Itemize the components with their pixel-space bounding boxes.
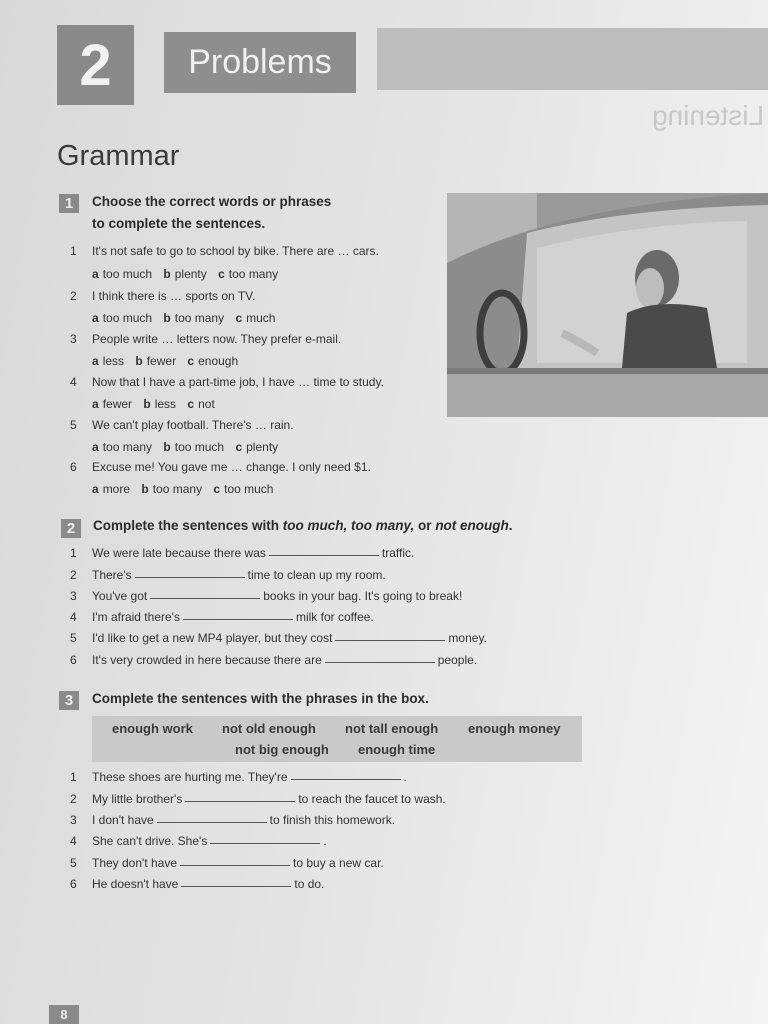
ex1-question [70,289,255,303]
answer-blank[interactable] [181,877,291,887]
question-after: to do. [294,877,325,891]
phrase-item: enough time [358,742,436,757]
option-letter: b [163,440,171,454]
question-text: I think there is … sports on TV. [92,289,256,303]
phrase-item: enough work [112,721,193,736]
option-letter: b [163,267,171,281]
question-after: milk for coffee. [295,610,374,624]
question-number: 3 [70,332,77,346]
option-text: plenty [174,267,207,281]
question-number: 1 [70,546,77,560]
question-after: to reach the faucet to wash. [298,792,446,806]
option-letter: b [163,311,171,325]
exercise-3-badge: 3 [59,691,79,710]
question-number: 5 [70,856,77,870]
question-number: 3 [70,813,77,827]
question-number: 4 [70,610,77,624]
option-letter: b [135,354,143,368]
question-number: 2 [70,568,77,582]
option-text: more [102,482,131,496]
question-before: You've got [92,589,148,603]
question-number: 6 [70,460,77,474]
option-text: too many [174,311,225,325]
ex1-options [92,397,223,411]
ex3-question [70,877,324,891]
phrase-item: not tall enough [345,721,439,736]
option-letter: a [92,440,99,454]
question-number: 6 [70,877,77,891]
ex3-question [70,856,384,870]
answer-blank[interactable] [325,653,435,663]
unit-number: 2 [57,25,134,105]
answer-blank[interactable] [180,856,290,866]
ex3-question [70,792,446,806]
answer-blank[interactable] [335,631,445,641]
option-text: plenty [246,440,279,454]
answer-blank[interactable] [150,589,260,599]
exercise-1-badge: 1 [59,194,79,213]
option-text: enough [198,354,239,368]
option-text: fewer [146,354,177,368]
option-text: not [198,397,215,411]
ex1-options [92,482,281,496]
ex2-question [70,568,386,582]
question-after: to buy a new car. [293,856,384,870]
question-number: 3 [70,589,77,603]
question-before: She can't drive. She's [92,834,208,848]
question-before: We were late because there was [92,546,266,560]
phrase-item: enough money [468,721,561,736]
question-before: I'm afraid there's [92,610,180,624]
ex1-question [70,418,294,432]
ex3-question [70,834,327,848]
option-letter: a [92,482,99,496]
ex2-question [70,653,477,667]
instruction-italic: not enough [435,518,509,533]
phrase-box [92,716,582,762]
question-number: 4 [70,834,77,848]
option-text: much [246,311,276,325]
question-before: He doesn't have [92,877,179,891]
exercise-2-badge: 2 [61,519,81,538]
option-text: fewer [102,397,133,411]
question-number: 1 [70,244,77,258]
option-text: too much [174,440,225,454]
ex2-question [70,631,487,645]
question-after: money. [448,631,487,645]
option-letter: c [187,397,195,411]
answer-blank[interactable] [210,834,320,844]
question-before: I'd like to get a new MP4 player, but they cost [92,631,333,645]
exercise-1-instruction-line1: Choose the correct words or phrases [92,194,332,209]
question-before: I don't have [92,813,154,827]
ex3-question [70,770,407,784]
option-letter: a [92,354,99,368]
question-before: My little brother's [92,792,183,806]
option-letter: c [213,482,221,496]
question-before: These shoes are hurting me. They're [92,770,288,784]
header-bar [377,28,768,90]
exercise-2-instruction [93,515,513,537]
ex1-question [70,460,371,474]
ex2-question [70,589,462,603]
option-letter: c [218,267,225,281]
phrase-item: not old enough [222,721,316,736]
exercise-3-instruction: Complete the sentences with the phrases in the box. [92,691,429,706]
question-text: Now that I have a part-time job, I have … time to study. [92,375,384,389]
question-number: 2 [70,792,77,806]
ex1-question [70,244,379,258]
unit-title: Problems [164,32,356,93]
ex1-options [92,311,283,325]
option-letter: c [235,440,243,454]
instruction-prefix: Complete the sentences with [93,518,283,533]
ex2-question [70,546,414,560]
instruction-mid: or [414,518,436,533]
question-text: People write … letters now. They prefer e-mail. [92,332,342,346]
option-letter: b [143,397,151,411]
option-text: less [102,354,125,368]
phrase-item: not big enough [235,742,329,757]
exercise-1-instruction [92,191,331,235]
ex1-options [92,354,246,368]
question-text: Excuse me! You gave me … change. I only need $1. [92,460,371,474]
question-number: 2 [70,289,77,303]
answer-blank[interactable] [157,813,267,823]
question-after: people. [437,653,478,667]
option-letter: a [92,397,99,411]
question-after: . [323,834,327,848]
option-letter: b [141,482,149,496]
question-after: to finish this homework. [269,813,396,827]
question-text: We can't play football. There's … rain. [92,418,294,432]
question-before: It's very crowded in here because there are [92,653,322,667]
ex1-question [70,375,384,389]
ex3-question [70,813,395,827]
option-text: too many [228,267,279,281]
option-letter: a [92,267,99,281]
answer-blank[interactable] [183,610,293,620]
question-after: traffic. [381,546,415,560]
question-after: time to clean up my room. [247,568,386,582]
option-letter: c [235,311,243,325]
answer-blank[interactable] [291,770,401,780]
option-text: less [154,397,177,411]
question-number: 5 [70,631,77,645]
ex1-options [92,267,286,281]
car-driver-photo [447,193,768,417]
question-text: It's not safe to go to school by bike. There are … cars. [92,244,379,258]
section-title: Grammar [57,140,180,172]
option-text: too much [102,267,153,281]
exercise-1-instruction-line2: to complete the sentences. [92,216,266,231]
answer-blank[interactable] [185,792,295,802]
instruction-suffix: . [508,518,513,533]
question-number: 5 [70,418,77,432]
question-number: 4 [70,375,77,389]
question-after: . [403,770,407,784]
bleed-through-text: Listening [652,100,765,131]
ex2-question [70,610,374,624]
question-number: 6 [70,653,77,667]
option-letter: a [92,311,99,325]
answer-blank[interactable] [269,546,379,556]
page-number: 8 [49,1005,79,1024]
ex1-question [70,332,341,346]
answer-blank[interactable] [135,568,245,578]
question-number: 1 [70,770,77,784]
question-after: books in your bag. It's going to break! [263,589,463,603]
option-text: too much [224,482,274,496]
option-text: too many [102,440,153,454]
question-before: There's [92,568,132,582]
ex1-options [92,440,286,454]
option-text: too many [152,482,203,496]
option-text: too much [102,311,153,325]
option-letter: c [187,354,195,368]
question-before: They don't have [92,856,178,870]
instruction-italic: too much, too many, [282,518,415,533]
